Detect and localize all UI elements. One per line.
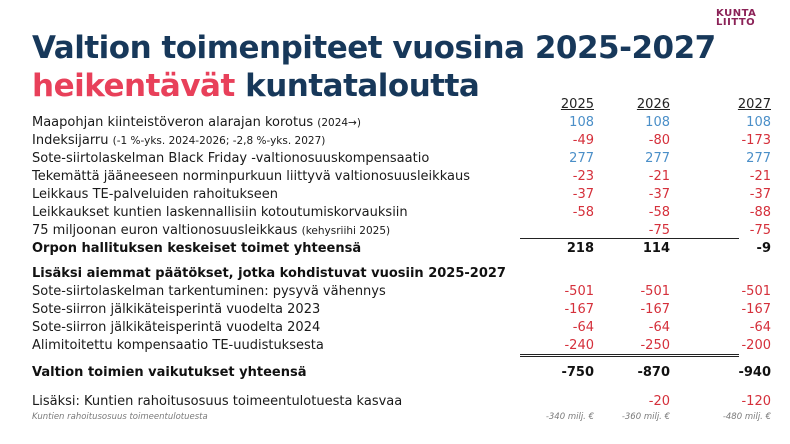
- kuntaliitto-logo: [716, 9, 770, 27]
- table-row: [32, 319, 772, 337]
- extra-2026: -20: [648, 394, 670, 409]
- row-label: Sote-siirron jälkikäteisperintä vuodelta 2024: [32, 320, 321, 335]
- table-row: [32, 114, 772, 132]
- row-label: Sote-siirtolaskelman Black Friday -valtionosuuskompensaatio: [32, 151, 430, 166]
- footnote-2026: -360 milj. €: [621, 412, 670, 422]
- subtotal-row: [32, 240, 772, 258]
- header-year-2026: 2026: [636, 97, 670, 112]
- table-row: [32, 132, 772, 150]
- row-label: Leikkaus TE-palveluiden rahoitukseen: [32, 187, 279, 202]
- table-row: [32, 168, 772, 186]
- row-label: Sote-siirron jälkikäteisperintä vuodelta 2023: [32, 302, 321, 317]
- table-row: [32, 283, 772, 301]
- extra-2027: -120: [741, 394, 771, 409]
- subtotal-2025: 218: [566, 241, 594, 256]
- row-value-2025: -37: [572, 187, 594, 202]
- footnote-2027: -480 milj. €: [722, 412, 771, 422]
- footnote-row: [32, 411, 772, 423]
- row-value-2025: -64: [572, 320, 594, 335]
- row-label: Leikkaukset kuntien laskennallisiin kotoutumiskorvauksiin: [32, 205, 408, 220]
- row-value-2026: -21: [648, 169, 670, 184]
- table-row: [32, 337, 772, 355]
- row-value-2026: 108: [645, 115, 670, 130]
- row-value-2027: -167: [741, 302, 771, 317]
- header-year-2025: 2025: [560, 97, 594, 112]
- row-value-2026: 277: [645, 151, 670, 166]
- row-value-2026: -75: [648, 223, 670, 238]
- footnote-2025: -340 milj. €: [545, 412, 594, 422]
- row-value-2027: 277: [746, 151, 771, 166]
- row-value-2025: 277: [569, 151, 594, 166]
- row-label: Tekemättä jääneeseen norminpurkuun liittyvä valtionosuusleikkaus: [32, 169, 470, 184]
- row-value-2025: -23: [572, 169, 594, 184]
- total-2026: -870: [637, 365, 670, 380]
- table-row: [32, 204, 772, 222]
- row-value-2025: 108: [569, 115, 594, 130]
- row-value-2026: -167: [640, 302, 670, 317]
- row-value-2027: -88: [749, 205, 771, 220]
- title-line-1: Valtion toimenpiteet vuosina 2025-2027: [32, 30, 716, 66]
- title-accent-word: heikentävät: [32, 68, 235, 104]
- total-divider: [520, 354, 739, 357]
- row-value-2027: 108: [746, 115, 771, 130]
- row-value-2026: -501: [640, 284, 670, 299]
- subtotal-2027: -9: [756, 241, 771, 256]
- logo-line-2: LIITTO: [716, 17, 756, 28]
- row-value-2025: -240: [564, 338, 594, 353]
- subtotal-label: Orpon hallituksen keskeiset toimet yhteensä: [32, 241, 362, 256]
- row-value-2027: -501: [741, 284, 771, 299]
- row-value-2026: -250: [640, 338, 670, 353]
- row-value-2025: -167: [564, 302, 594, 317]
- table-header: [32, 96, 772, 114]
- title-line-2-rest: kuntataloutta: [234, 68, 480, 104]
- subtotal-2026: 114: [642, 241, 670, 256]
- row-value-2025: -49: [572, 133, 594, 148]
- row-value-2025: -501: [564, 284, 594, 299]
- row-label: Indeksijarru (-1 %-yks. 2024-2026; -2,8 %-yks. 2027): [32, 133, 326, 148]
- row-value-2026: -37: [648, 187, 670, 202]
- table-row: [32, 301, 772, 319]
- extra-row: [32, 393, 772, 411]
- total-2027: -940: [738, 365, 771, 380]
- row-label: Alimitoitettu kompensaatio TE-uudistuksesta: [32, 338, 324, 353]
- footnote-label: Kuntien rahoitusosuus toimeentulotuesta: [32, 412, 208, 422]
- row-value-2025: -58: [572, 205, 594, 220]
- header-year-2027: 2027: [737, 97, 771, 112]
- section-heading: [32, 265, 772, 283]
- total-row: [32, 364, 772, 382]
- row-value-2027: -37: [749, 187, 771, 202]
- row-value-2027: -200: [741, 338, 771, 353]
- row-value-2026: -80: [648, 133, 670, 148]
- logo-line-1: KUNTA: [716, 8, 757, 19]
- table-row: [32, 150, 772, 168]
- row-value-2027: -21: [749, 169, 771, 184]
- extra-label: Lisäksi: Kuntien rahoitusosuus toimeentulotuesta kasvaa: [32, 394, 403, 409]
- section-heading-text: Lisäksi aiemmat päätökset, jotka kohdistuvat vuosiin 2025-2027: [32, 266, 506, 281]
- row-label: 75 miljoonan euron valtionosuusleikkaus (kehysriihi 2025): [32, 223, 391, 238]
- row-value-2027: -75: [749, 223, 771, 238]
- row-label: Sote-siirtolaskelman tarkentuminen: pysyvä vähennys: [32, 284, 386, 299]
- row-value-2026: -64: [648, 320, 670, 335]
- total-2025: -750: [561, 365, 594, 380]
- slide-title: [32, 29, 716, 105]
- row-label: Maapohjan kiinteistöveron alarajan korotus (2024→): [32, 115, 361, 130]
- table-row: [32, 186, 772, 204]
- total-label: Valtion toimien vaikutukset yhteensä: [32, 365, 307, 380]
- subtotal-divider: [520, 238, 739, 239]
- row-value-2027: -64: [749, 320, 771, 335]
- row-value-2027: -173: [741, 133, 771, 148]
- row-value-2026: -58: [648, 205, 670, 220]
